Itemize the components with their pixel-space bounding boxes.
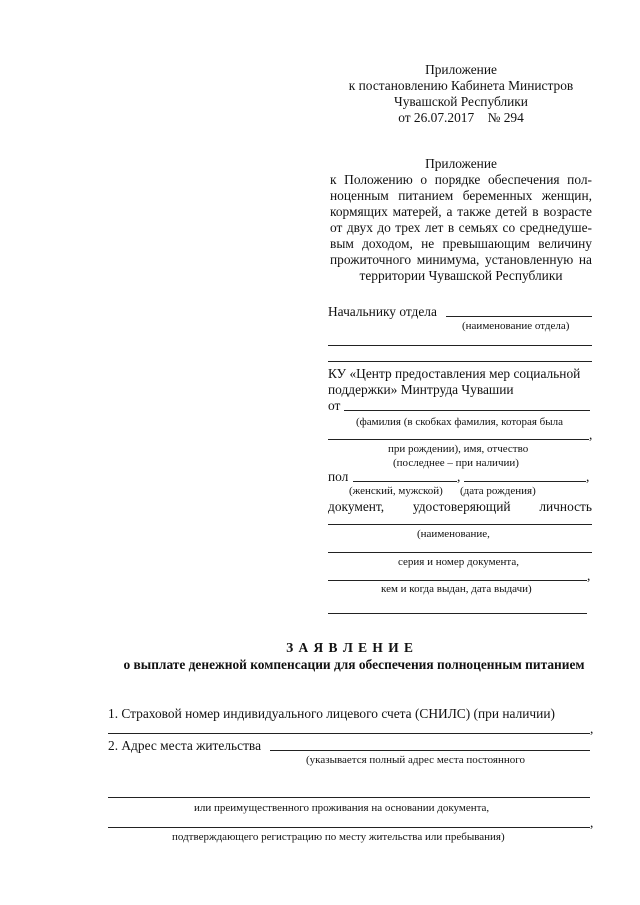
comma: , <box>590 721 594 736</box>
appendix-regulation-title: Приложение <box>425 156 497 171</box>
birth-date-caption: (дата рождения) <box>460 485 536 497</box>
organization-line-2: поддержки» Минтруда Чувашии <box>328 382 514 397</box>
fio-caption-2: при рождении), имя, отчество <box>388 443 529 455</box>
address-caption-3: подтверждающего регистрацию по месту жительства или пребывания) <box>172 831 505 843</box>
appendix-regulation-line: вым доходом, не превышающим величину <box>330 236 592 251</box>
sex-caption: (женский, мужской) <box>349 485 443 497</box>
appendix-regulation-line: к Положению о порядке обеспечения пол- <box>330 172 592 187</box>
identity-document-number-field[interactable] <box>328 552 592 553</box>
document-caption-1: (наименование, <box>417 528 490 540</box>
appendix-decree-ref: к постановлению Кабинета Министров <box>348 78 574 93</box>
department-name-field-3[interactable] <box>328 361 592 362</box>
comma: , <box>587 568 591 583</box>
fio-caption-3: (последнее – при наличии) <box>393 457 519 469</box>
fio-caption-1: (фамилия (в скобках фамилия, которая была <box>356 416 564 428</box>
address-caption-2: или преимущественного проживания на основании документа, <box>194 802 490 814</box>
identity-document-issuer-field[interactable] <box>328 580 587 581</box>
comma: , <box>590 815 594 830</box>
appendix-cabinet-block <box>330 62 592 126</box>
appendix-regulation-line: кормящих матерей, а также детей в возрасте <box>330 204 592 219</box>
comma: , <box>589 427 593 442</box>
comma: , <box>586 469 590 484</box>
head-of-department-label: Начальнику отдела <box>328 304 437 319</box>
appendix-regulation-line: от двух до трех лет в семьях со среднедуше- <box>330 220 592 235</box>
department-name-field-2[interactable] <box>328 345 592 346</box>
appendix-regulation-last-line: территории Чувашской Республики <box>359 268 563 283</box>
appendix-title: Приложение <box>425 62 497 77</box>
sex-label: пол <box>328 469 349 484</box>
appendix-regulation-line: ноценным питанием беременных женщин, <box>330 188 592 203</box>
residence-address-field[interactable] <box>270 750 590 751</box>
residence-address-field-3[interactable] <box>108 827 590 828</box>
appendix-date-number: от 26.07.2017 № 294 <box>398 110 524 125</box>
statement-subtitle: о выплате денежной компенсации для обеспечения полноценным питанием <box>123 657 585 672</box>
department-name-caption: (наименование отдела) <box>462 320 570 332</box>
snils-label: 1. Страховой номер индивидуального лицевого счета (СНИЛС) (при наличии) <box>108 706 555 721</box>
department-name-field[interactable] <box>446 316 592 317</box>
birth-date-field[interactable] <box>464 481 586 482</box>
applicant-surname-field[interactable] <box>344 410 590 411</box>
organization-line-1: КУ «Центр предоставления мер социальной <box>328 366 581 381</box>
appendix-republic: Чувашской Республики <box>394 94 528 109</box>
address-caption-1: (указывается полный адрес места постоянного <box>306 754 525 766</box>
sex-field[interactable] <box>353 481 457 482</box>
identity-document-name-field[interactable] <box>328 524 592 525</box>
snils-field[interactable] <box>108 733 590 734</box>
statement-title: З А Я В Л Е Н И Е <box>286 640 414 655</box>
appendix-regulation-line: прожиточного минимума, установленную на <box>330 252 592 267</box>
appendix-regulation-block <box>330 156 592 284</box>
identity-document-extra-field[interactable] <box>328 613 587 614</box>
document-caption-2: серия и номер документа, <box>398 556 519 568</box>
residence-address-field-2[interactable] <box>108 797 590 798</box>
comma: , <box>457 469 461 484</box>
from-label: от <box>328 398 341 413</box>
identity-document-label: документ, удостоверяющий личность <box>328 499 592 514</box>
applicant-name-field[interactable] <box>328 439 589 440</box>
document-caption-3: кем и когда выдан, дата выдачи) <box>381 583 532 595</box>
residence-address-label: 2. Адрес места жительства <box>108 738 262 753</box>
